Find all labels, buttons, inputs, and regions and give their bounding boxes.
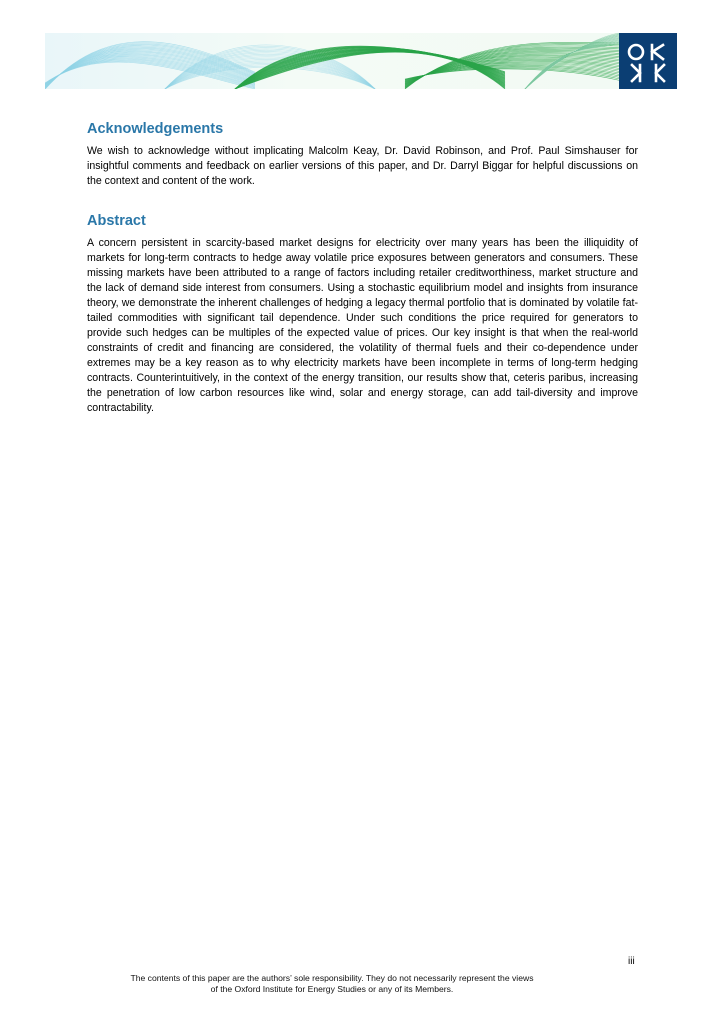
oies-logo-icon (619, 33, 677, 89)
abstract-text: A concern persistent in scarcity-based market designs for electricity over many years has been the illiquidity of markets for long-term contracts to hedge away volatile price exposures between generators and consumers. These missing markets have been attributed to a range of factors including retailer creditworthiness, market structure and the lack of demand side interest from consumers. Using a stochastic equilibrium model and insights from insurance theory, we demonstrate the inherent challenges of hedging a legacy thermal portfolio that is dominated by volatile fat-tailed commodities with significant tail dependence. Under such conditions the price required for generators to provide such hedges can be multiples of the expected value of prices. Our key insight is that when the real-world constraints of credit and financing are considered, the volatility of thermal fuels and their co-dependence under extremes may be a key reason as to why electricity markets have been incomplete in terms of long-term hedging contracts. Counterintuitively, in the context of the energy transition, our results show that, ceteris paribus, increasing the penetration of low carbon resources like wind, solar and energy storage, can add tail-diversity and improve contractability. (87, 237, 638, 414)
footer-disclaimer (0, 973, 664, 995)
header-banner (45, 33, 677, 89)
abstract-heading: Abstract (87, 213, 146, 229)
acknowledgements-text: We wish to acknowledge without implicating Malcolm Keay, Dr. David Robinson, and Prof. Paul Simshauser for insightful comments and feedback on earlier versions of this paper, and Dr. Darryl Biggar for helpful discussions on the context and content of the work. (87, 145, 638, 187)
page-number: iii (628, 956, 635, 967)
section-gap (87, 189, 638, 213)
footer-line-2: of the Oxford Institute for Energy Studies or any of its Members. (210, 984, 454, 994)
wave-pattern (45, 33, 677, 89)
acknowledgements-heading: Acknowledgements (87, 121, 224, 137)
page-content (87, 121, 638, 416)
footer-line-1: The contents of this paper are the authors’ sole responsibility. They do not necessarily represent the views (130, 973, 534, 983)
